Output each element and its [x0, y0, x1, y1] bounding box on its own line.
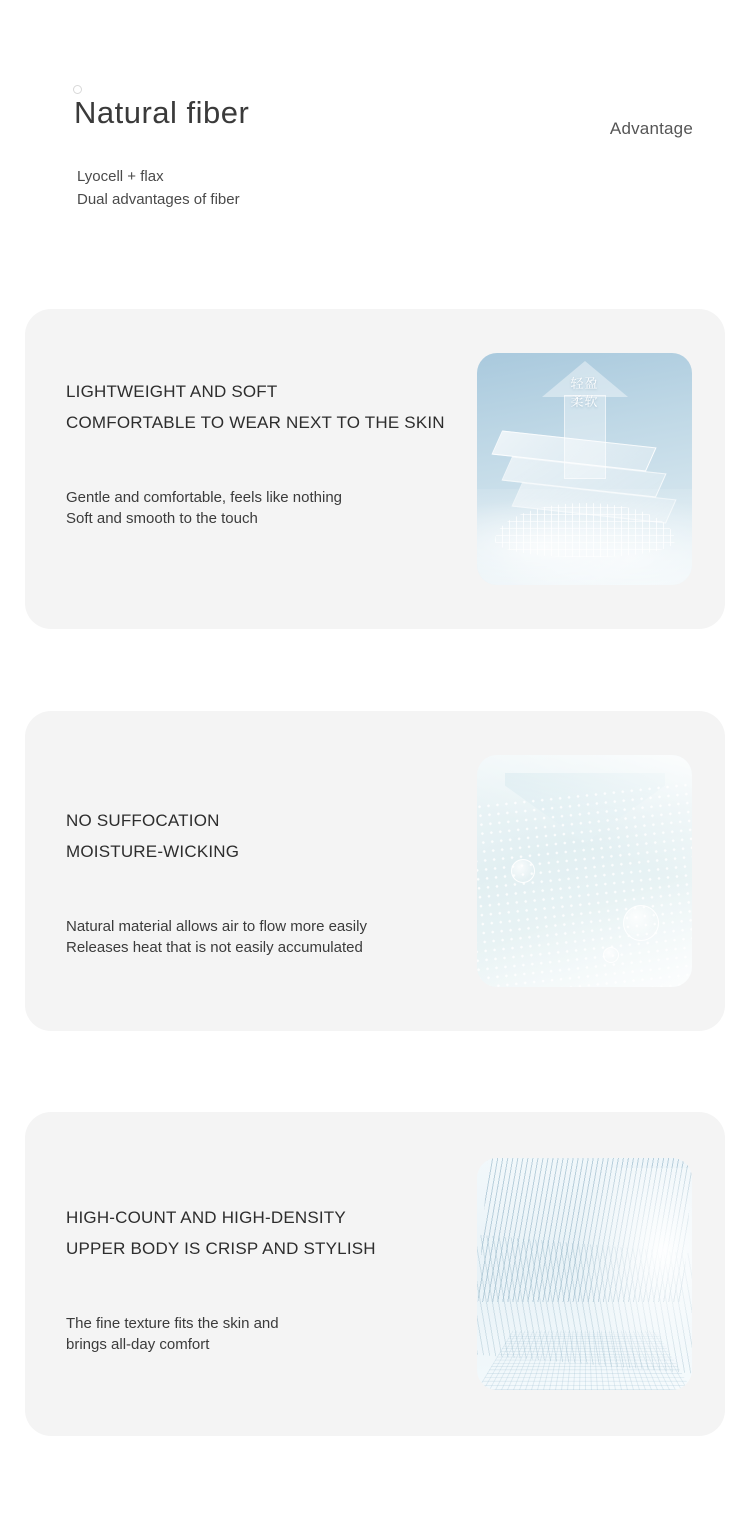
feature-body [66, 1313, 486, 1355]
air-bubble-icon [511, 859, 535, 883]
feature-card-text [66, 1202, 486, 1355]
feature-image-breathable [477, 755, 692, 987]
feature-headline [66, 1202, 486, 1264]
feature-headline [66, 805, 486, 867]
page-header [0, 92, 750, 232]
feature-image-lightweight [477, 353, 692, 585]
feature-card-text [66, 805, 486, 958]
feature-body-line-2: Soft and smooth to the touch [66, 510, 258, 527]
feature-body-line-2: Releases heat that is not easily accumulated [66, 939, 363, 956]
air-bubble-icon [603, 947, 619, 963]
feature-headline-line-1: NO SUFFOCATION [66, 811, 220, 830]
feature-body-line-1: Natural material allows air to flow more easily [66, 918, 367, 935]
feature-body [66, 487, 486, 529]
image-caption-chinese [570, 375, 598, 411]
feature-headline-line-1: HIGH-COUNT AND HIGH-DENSITY [66, 1208, 346, 1227]
image-caption-line-1: 轻盈 [570, 376, 599, 391]
feature-body [66, 916, 486, 958]
page-title [74, 92, 249, 134]
subtitle-line-2: Dual advantages of fiber [77, 191, 240, 208]
page-subtitle [77, 165, 240, 211]
feature-headline-line-2: MOISTURE-WICKING [66, 842, 240, 861]
air-bubble-icon [623, 905, 659, 941]
image-caption-line-2: 柔软 [570, 394, 599, 409]
feature-body-line-1: The fine texture fits the skin and [66, 1315, 279, 1332]
feature-body-line-2: brings all-day comfort [66, 1336, 210, 1353]
page-title-text: Natural fiber [74, 95, 250, 130]
feature-body-line-1: Gentle and comfortable, feels like nothing [66, 489, 342, 506]
feature-image-high-density [477, 1158, 692, 1390]
bullet-dot-icon [73, 85, 82, 94]
feature-headline [66, 376, 486, 438]
feature-headline-line-1: LIGHTWEIGHT AND SOFT [66, 382, 278, 401]
feature-card-text [66, 376, 486, 529]
subtitle-line-1: Lyocell + flax [77, 168, 164, 185]
feature-card-lightweight [25, 309, 725, 629]
advantage-label: Advantage [609, 119, 693, 138]
light-sheen-overlay [477, 755, 692, 987]
feature-headline-line-2: UPPER BODY IS CRISP AND STYLISH [66, 1239, 376, 1258]
feature-headline-line-2: COMFORTABLE TO WEAR NEXT TO THE SKIN [66, 413, 445, 432]
light-haze-overlay [572, 1168, 692, 1378]
feature-card-breathable [25, 711, 725, 1031]
feature-card-high-density [25, 1112, 725, 1436]
